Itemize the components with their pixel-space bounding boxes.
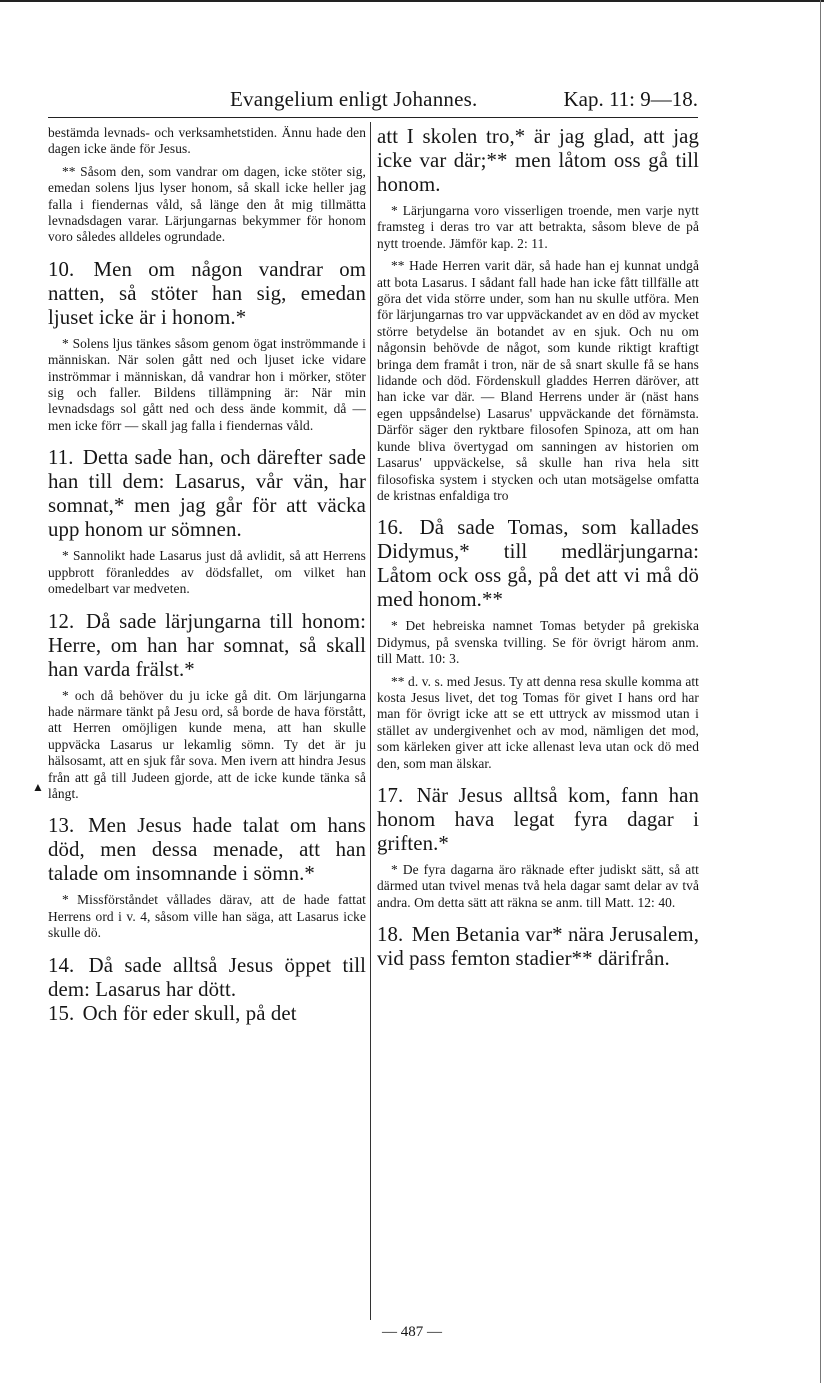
footnote: ** Hade Herren varit där, så hade han ej kunnat undgå att bota Lasarus. I sådant fall hade han icke fått tillfälle att göra det vida större under, som han nu skulle utföra. Men för lärjungarnas tro var uppväckandet av en död av mycket större betydelse än botandet av en sjuk. Och nu om någonsin behövde de något, som kunde riktigt kraftigt bringa dem framåt i tron, när de så snart skulle få se hans lidande och död. Fördenskull gladdes Herren däröver, att han icke var där. — Bland Herrens under är (näst hans egen uppsåndelse) Lasarus' uppväckande det förnämsta. Därför säger den ryktbare filosofen Spinoza, att om han kunde bliva övertygad om sanningen av historien om Lasarus' uppväckelse, så skulle han riva hela sitt filosofiska system i stycken och utan motsägelse omfatta de kristnas enfaldiga tro xyxy=(377,258,699,503)
verse-text: Då sade alltså Jesus öppet till dem: Lasarus har dött. xyxy=(48,953,366,1001)
verse-12 xyxy=(48,610,366,682)
verse-11 xyxy=(48,446,366,542)
verse-13 xyxy=(48,814,366,886)
verse-14 xyxy=(48,954,366,1002)
footnote: bestämda levnads- och verksamhetstiden. Ännu hade den dagen icke ände för Jesus. xyxy=(48,125,366,157)
page-right-edge xyxy=(820,0,821,1383)
verse-15-continued: att I skolen tro,* är jag glad, att jag icke var där;** men låtom oss gå till honom. xyxy=(377,125,699,196)
verse-text: Och för eder skull, på det xyxy=(82,1001,297,1025)
verse-number: 17. xyxy=(377,783,404,807)
verse-15 xyxy=(48,1002,366,1026)
page-top-edge xyxy=(0,0,824,2)
verse-text: Men Betania var* nära Jerusalem, vid pass femton stadier** därifrån. xyxy=(377,923,699,971)
footnote: * De fyra dagarna äro räknade efter judiskt sätt, så att därmed utan tvivel menas två hela dagar samt delar av två andra. Om detta sätt att räkna se anm. till Matt. 12: 40. xyxy=(377,861,699,910)
left-column xyxy=(48,125,366,1026)
verse-text: När Jesus alltså kom, fann han honom hava legat fyra dagar i griften.* xyxy=(377,783,699,855)
verse-text: Detta sade han, och därefter sade han till dem: Lasarus, vår vän, har somnat,* men jag går för att väcka upp honom ur sömnen. xyxy=(48,446,366,542)
verse-16 xyxy=(377,516,699,612)
right-column xyxy=(377,125,699,971)
verse-18 xyxy=(377,923,699,971)
footnote: * och då behöver du ju icke gå dit. Om lärjungarna hade närmare tänkt på Jesu ord, så borde de hava förstått, att Herren omöjligen kunde mena, att han skulle uppväcka Lasarus ur lekamlig sömn. Ty det är ju hälsosamt, att en sjuk får sova. Men ivern att hindra Jesus från att gå till Judeen gjorde, att de icke kunde tänka så långt. xyxy=(48,687,366,801)
column-divider xyxy=(370,122,371,1320)
verse-number: 15. xyxy=(48,1001,75,1025)
verse-number: 10. xyxy=(48,257,75,281)
verse-10 xyxy=(48,258,366,330)
footnote: * Sannolikt hade Lasarus just då avlidit, så att Herrens uppbrott föranleddes av dödsfallet, om vilket han omedelbart var medveten. xyxy=(48,548,366,597)
margin-mark: ▲ xyxy=(32,780,44,794)
verse-number: 12. xyxy=(48,609,75,633)
running-head-title: Evangelium enligt Johannes. xyxy=(230,87,478,111)
page-number: — 487 — xyxy=(382,1324,442,1340)
footnote: * Missförståndet vållades därav, att de hade fattat Herrens ord i v. 4, såsom ville han säga, att Lasarus icke skulle dö. xyxy=(48,892,366,941)
verse-number: 14. xyxy=(48,953,75,977)
running-head-chapter: Kap. 11: 9—18. xyxy=(563,87,698,111)
verse-17 xyxy=(377,784,699,856)
footnote: * Lärjungarna voro visserligen troende, men varje nytt framsteg i deras tro var att betrakta, såsom bleve de på nytt troende. Jämför kap. 2: 11. xyxy=(377,203,699,251)
footnote: ** d. v. s. med Jesus. Ty att denna resa skulle komma att kosta Jesus livet, det tog Tomas för givet I hans ord har man för övrigt icke att se ett uttryck av missmod utan i stället av undergivenhet och av mod, nämligen det mod, som kärleken giver att icke allenast leva utan ock dö med den, som man älskar. xyxy=(377,673,699,771)
verse-text: Då sade lärjungarna till honom: Herre, om han har somnat, så skall han varda frälst.* xyxy=(48,609,366,681)
verse-text: Men om någon vandrar om natten, så stöter han sig, emedan ljuset icke är i honom.* xyxy=(48,257,366,329)
verse-text: Då sade Tomas, som kallades Didymus,* till medlärjungarna: Låtom ock oss gå, på det att vi må dö med honom.** xyxy=(377,516,699,612)
verse-number: 11. xyxy=(48,446,74,470)
verse-number: 18. xyxy=(377,923,404,947)
verse-text: Men Jesus hade talat om hans död, men dessa menade, att han talade om insomnande i sömn.* xyxy=(48,814,366,886)
running-head xyxy=(48,84,698,114)
footnote: ** Såsom den, som vandrar om dagen, icke stöter sig, emedan solens ljus lyser honom, så skall icke heller jag falla i fiendernas våld, så länge den åt mig tillmätta levnadsdagen varar. Lärjungarnas bekymmer för honom voro således alldeles ogrundade. xyxy=(48,163,366,245)
footnote: * Solens ljus tänkes såsom genom ögat inströmmande i människan. När solen gått ned och ljuset icke vidare inströmmar i människan, då vandrar hon i mörker, stöter sig och faller. Bildens tillämpning är: När min levnadsdags sol gått ned och dess ände kommit, då — men icke förr — skall jag falla i fiendernas våld. xyxy=(48,335,366,433)
footnote: * Det hebreiska namnet Tomas betyder på grekiska Didymus, på svenska tvilling. Se för övrigt härom anm. till Matt. 10: 3. xyxy=(377,618,699,667)
header-rule xyxy=(48,117,698,118)
verse-number: 13. xyxy=(48,814,75,838)
verse-number: 16. xyxy=(377,516,404,540)
